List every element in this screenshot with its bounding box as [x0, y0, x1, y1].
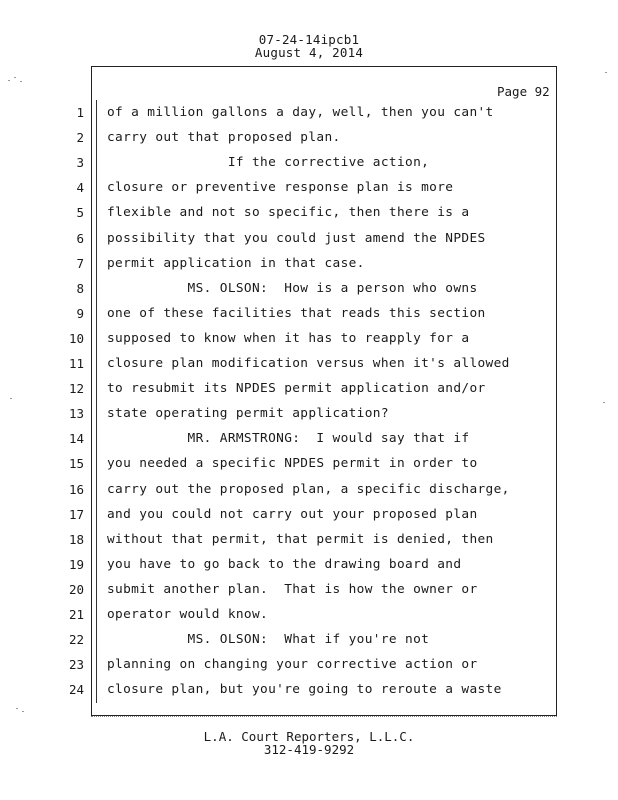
transcript-line: you needed a specific NPDES permit in order to — [107, 456, 478, 471]
line-number: 3 — [76, 155, 84, 170]
line-number: 15 — [68, 456, 84, 471]
transcript-line: closure plan, but you're going to reroute a waste — [107, 682, 502, 697]
transcript-line: flexible and not so specific, then there is a — [107, 205, 470, 220]
transcript-line: permit application in that case. — [107, 256, 365, 271]
line-number: 10 — [68, 331, 84, 346]
transcript-date: August 4, 2014 — [254, 45, 364, 60]
reporter-phone: 312-419-9292 — [263, 742, 355, 757]
transcript-line: submit another plan. That is how the owner or — [107, 582, 478, 597]
transcript-line: one of these facilities that reads this section — [107, 306, 486, 321]
line-number: 5 — [76, 205, 84, 220]
transcript-line: possibility that you could just amend the NPDES — [107, 231, 486, 246]
scan-speck — [603, 402, 605, 403]
scan-speck — [8, 80, 10, 81]
line-number: 16 — [68, 482, 84, 497]
line-number: 22 — [68, 632, 84, 647]
page-frame-shadow — [91, 716, 557, 717]
reporter-name: L.A. Court Reporters, L.L.C. — [203, 729, 415, 744]
transcript-line: MS. OLSON: How is a person who owns — [107, 281, 478, 296]
transcript-line: MR. ARMSTRONG: I would say that if — [107, 431, 470, 446]
line-number: 17 — [68, 507, 84, 522]
line-number: 12 — [68, 381, 84, 396]
transcript-line: and you could not carry out your proposed plan — [107, 507, 478, 522]
transcript-id: 07-24-14ipcb1 — [258, 32, 360, 47]
scan-speck — [14, 77, 16, 78]
transcript-line: MS. OLSON: What if you're not — [107, 632, 430, 647]
line-number: 8 — [76, 281, 84, 296]
line-number: 2 — [76, 130, 84, 145]
transcript-line: If the corrective action, — [107, 155, 430, 170]
transcript-line: closure or preventive response plan is more — [107, 180, 454, 195]
line-number: 24 — [68, 682, 84, 697]
transcript-line: supposed to know when it has to reapply for a — [107, 331, 470, 346]
line-number: 13 — [68, 406, 84, 421]
scan-speck — [22, 711, 24, 712]
line-number: 6 — [76, 231, 84, 246]
scan-speck — [16, 708, 18, 709]
line-number: 19 — [68, 557, 84, 572]
transcript-line: carry out that proposed plan. — [107, 130, 341, 145]
transcript-line: operator would know. — [107, 607, 269, 622]
page-number: Page 92 — [497, 84, 550, 99]
line-number: 21 — [68, 607, 84, 622]
line-number: 9 — [76, 306, 84, 321]
transcript-line: state operating permit application? — [107, 406, 389, 421]
line-number: 7 — [76, 256, 84, 271]
transcript-line: planning on changing your corrective action or — [107, 657, 478, 672]
line-number: 1 — [76, 105, 84, 120]
line-number: 20 — [68, 582, 84, 597]
transcript-line: closure plan modification versus when it's allowed — [107, 356, 510, 371]
line-number: 18 — [68, 532, 84, 547]
line-number: 23 — [68, 657, 84, 672]
scan-speck — [10, 398, 12, 399]
line-number: 11 — [68, 356, 84, 371]
transcript-line: carry out the proposed plan, a specific discharge, — [107, 482, 510, 497]
scan-speck — [20, 81, 22, 82]
transcript-line: to resubmit its NPDES permit application and/or — [107, 381, 486, 396]
margin-rule — [96, 100, 97, 703]
line-number: 4 — [76, 180, 84, 195]
scan-speck — [605, 72, 607, 73]
transcript-line: without that permit, that permit is denied, then — [107, 532, 494, 547]
line-number: 14 — [68, 431, 84, 446]
transcript-line: of a million gallons a day, well, then you can't — [107, 105, 494, 120]
transcript-line: you have to go back to the drawing board and — [107, 557, 462, 572]
